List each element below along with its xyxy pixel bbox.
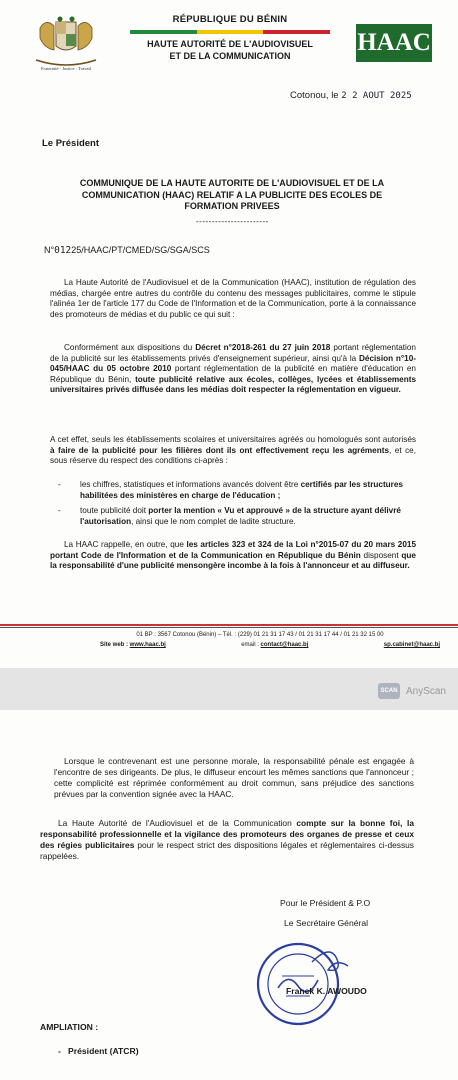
bold-span: les articles 323 et 324 de la Loi n°2015-07 du 20 mars 2015 portant Code de l'Information et de la Communication en République du Bénin [50, 540, 416, 560]
footer-divider [0, 624, 458, 626]
text-span: , ainsi que le nom complet de ladite structure. [131, 516, 296, 526]
bullet-dash: - [58, 1046, 61, 1056]
email-link[interactable]: contact@haac.bj [260, 642, 309, 648]
list-item-text [80, 480, 418, 501]
bold-span: compte sur la bonne foi, la responsabilité professionnelle et la vigilance des promoteurs des organes de presse et ceux des régies publicitaires [40, 818, 414, 850]
text-span: , et ce, sous réserve du respect des conditions ci-après : [50, 445, 417, 466]
footer-email [241, 642, 308, 648]
paragraph-authorization [50, 435, 416, 467]
crest-motto: Fraternité · Justice · Travail [41, 66, 91, 71]
text-span: pour le respect strict des dispositions légales et réglementaires ci-dessus rappelées. [40, 840, 414, 861]
date-stamped: 2 2 AOUT 2025 [341, 91, 412, 101]
scanner-watermark [378, 683, 446, 699]
text-span: toute publicité doit [80, 506, 149, 515]
paragraph-law-reminder [50, 540, 416, 572]
ref-prefix: N° [44, 245, 55, 255]
footer-website [100, 642, 166, 648]
organization-name [130, 38, 330, 62]
title-rule: ----------------------- [196, 217, 269, 226]
flag-stripe [130, 30, 330, 34]
document-title: COMMUNIQUE DE LA HAUTE AUTORITE DE L'AUDIOVISUEL ET DE LA COMMUNICATION (HAAC) RELATIF A LA PUBLICITE DES ECOLES DE FORMATION PRIVEES [79, 178, 385, 211]
text-span: Conformément aux dispositions du [64, 343, 196, 352]
ampliation-label: AMPLIATION : [40, 1022, 99, 1032]
text-span: disposent [360, 550, 402, 560]
text-span: portant réglementation de la publicité en matière d'éducation en République du Bénin, [50, 364, 416, 384]
website-label: Site web : [100, 642, 130, 648]
organization-line-1: HAUTE AUTORITÉ DE L'AUDIOVISUEL [147, 39, 313, 49]
ampliation-item-text: Président (ATCR) [68, 1046, 139, 1056]
ampliation-item [58, 1046, 139, 1056]
bold-span: Décision n°10-045/HAAC du 05 octobre 2010 [50, 353, 416, 374]
signature-delegation: Pour le Président & P.O [280, 898, 371, 908]
benin-coat-of-arms [30, 14, 102, 76]
text-span: portant réglementation de la publicité sur les établissements privés d'enseignement supérieur, ainsi qu'à la [50, 343, 416, 363]
paragraph-liability: Lorsque le contrevenant est une personne morale, la responsabilité pénale est engagée à l'encontre de ses dirigeants. De plus, le diffuseur encourt les mêmes sanctions que l'annonceur ; cette complicité est réprimée conformément au droit commun, sans préjudice des sanctions prévues par la convention signée avec la HAAC. [54, 756, 414, 799]
date-line [290, 90, 412, 101]
text-span: La Haute Autorité de l'Audiovisuel et de la Communication [58, 818, 297, 828]
bold-span: que la responsabilité d'une publicité mensongère incombe à la fois à l'annonceur et au diffuseur. [50, 550, 416, 571]
bold-span: porter la mention « Vu et approuvé » de la structure ayant délivré l'autorisation [80, 506, 401, 526]
bold-span: à faire de la publicité pour les filières dont ils ont effectivement reçu les agréments [50, 445, 390, 455]
sender: Le Président [42, 138, 100, 149]
website-link[interactable]: www.haac.bj [129, 642, 166, 648]
bold-span: certifiés par les structures habilitées des ministères en charge de l'éducation ; [80, 480, 403, 500]
anyscan-label: AnyScan [405, 685, 446, 697]
footer-divider-thin [0, 627, 458, 628]
text-span: A cet effet, seuls les établissements scolaires et universitaires agréés ou homologués sont autorisés [50, 435, 416, 444]
signatory-name: Franck K. AWOUDO [286, 986, 367, 996]
haac-logo: HAAC [356, 24, 432, 62]
text-span: les chiffres, statistiques et informations avancés doivent être [80, 480, 301, 489]
republic-name: RÉPUBLIQUE DU BÉNIN [172, 14, 288, 25]
paragraph-closing [40, 818, 414, 862]
paragraph-decree [50, 343, 416, 396]
anyscan-logo-icon: SCAN [378, 683, 400, 699]
list-item-text [80, 506, 418, 527]
organization-line-2: ET DE LA COMMUNICATION [169, 51, 291, 61]
bold-span: toute publicité relative aux écoles, collèges, lycées et établissements universitaires privés diffusée dans les médias doit respecter la réglementation en vigueur. [50, 374, 416, 395]
paragraph-intro: La Haute Autorité de l'Audiovisuel et de la Communication (HAAC), institution de régulation des médias, chargée entre autres du contrôle du contenu des messages publicitaires, comme le stipule l'alinéa 1er de l'article 177 du Code de l'Information et de la Communication, porte à la connaissance des promoteurs de médias et du public ce qui suit : [50, 278, 416, 319]
reference-number [44, 245, 210, 256]
email-label: email : [241, 642, 261, 648]
bullet-dash: - [58, 506, 61, 515]
signature-title: Le Secrétaire Général [284, 918, 369, 928]
text-span: La HAAC rappelle, en outre, que [64, 540, 187, 549]
page-two [0, 710, 458, 1080]
bullet-dash: - [58, 480, 61, 489]
official-stamp-icon [252, 932, 352, 1032]
ref-rest: 25/HAAC/PT/CMED/SG/SGA/SCS [71, 245, 210, 255]
footer-contact: 01 BP : 3567 Cotonou (Bénin) – Tél. : (229) 01 21 31 17 43 / 01 21 31 17 44 / 01 21 32 15 00 [136, 632, 384, 638]
email-link-secondary[interactable]: sp.cabinet@haac.bj [383, 642, 440, 648]
ref-handwritten: 012 [54, 245, 72, 256]
bold-span: Décret n°2018-261 du 27 juin 2018 [195, 343, 331, 352]
footer-links [100, 642, 440, 648]
date-prefix: Cotonou, le [290, 90, 339, 101]
